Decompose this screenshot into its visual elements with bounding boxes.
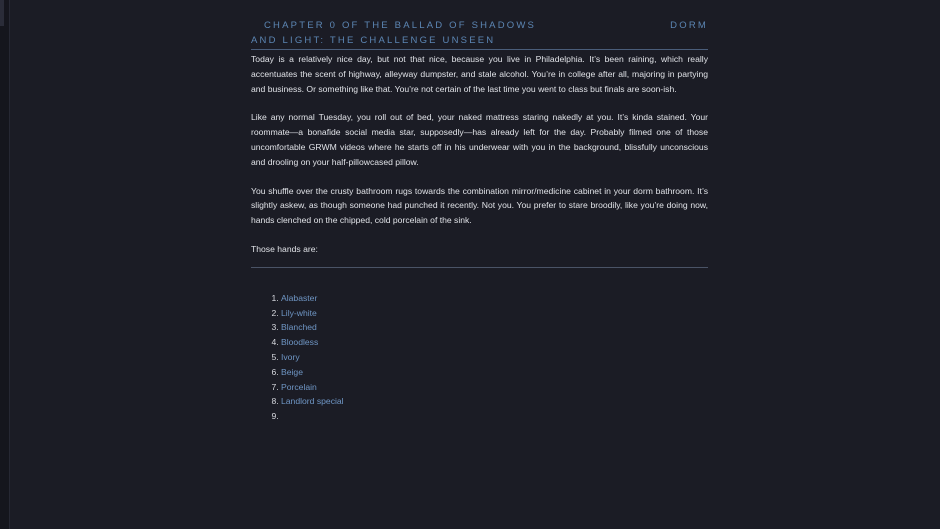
choice-item[interactable]: [281, 394, 708, 409]
section-divider: [251, 267, 708, 268]
choice-link[interactable]: Alabaster: [281, 292, 318, 303]
choice-item[interactable]: [281, 335, 708, 350]
choice-item[interactable]: [281, 320, 708, 335]
chapter-subtitle: AND LIGHT: THE CHALLENGE UNSEEN: [251, 35, 496, 46]
choice-link[interactable]: Porcelain: [281, 381, 317, 392]
left-sidebar-rail: [0, 0, 10, 529]
chapter-header-line1: [251, 18, 708, 33]
story-text: [251, 52, 708, 257]
story-panel: [251, 18, 708, 424]
chapter-title: CHAPTER 0 OF THE BALLAD OF SHADOWS: [264, 20, 537, 31]
chapter-header: [251, 18, 708, 50]
story-paragraph: Today is a relatively nice day, but not that nice, because you live in Philadelphia. It’s been raining, which really accentuates the scent of highway, alleyway dumpster, and stale alcohol. You’re in college after all, majoring in partying and business. Or something like that. You’re not certain of the last time you went to class but finals are soon-ish.: [251, 54, 708, 94]
choice-link[interactable]: Bloodless: [281, 337, 319, 348]
choice-item[interactable]: [281, 291, 708, 306]
choice-link[interactable]: Landlord special: [281, 396, 344, 407]
choice-item[interactable]: [281, 409, 708, 424]
choice-item[interactable]: [281, 380, 708, 395]
story-paragraph: Like any normal Tuesday, you roll out of bed, your naked mattress staring nakedly at you. It’s kinda stained. Your roommate—a bonafide social media star, supposedly—has already left for the day. Probably filmed one of those uncomfortable GRWM videos where he starts off in his underwear with you in the background, blissfully unconscious and drooling on your half-pillowcased pillow.: [251, 112, 708, 167]
choice-item[interactable]: [281, 365, 708, 380]
story-prompt: Those hands are:: [251, 243, 318, 254]
chapter-location: DORM: [670, 20, 708, 31]
choice-link[interactable]: Lily-white: [281, 307, 317, 318]
choice-item[interactable]: [281, 306, 708, 321]
story-paragraph: You shuffle over the crusty bathroom rugs towards the combination mirror/medicine cabinet in your dorm bathroom. It’s slightly askew, as though someone had punched it recently. Not you. You prefer to stare broodily, like you’re doing now, hands clenched on the chipped, cold porcelain of the sink.: [251, 185, 708, 226]
choice-item[interactable]: [281, 350, 708, 365]
sidebar-marker: [0, 0, 4, 26]
choice-link[interactable]: Beige: [281, 366, 303, 377]
choice-link[interactable]: Ivory: [281, 351, 300, 362]
choice-link[interactable]: Blanched: [281, 322, 317, 333]
choice-list: [251, 291, 708, 424]
